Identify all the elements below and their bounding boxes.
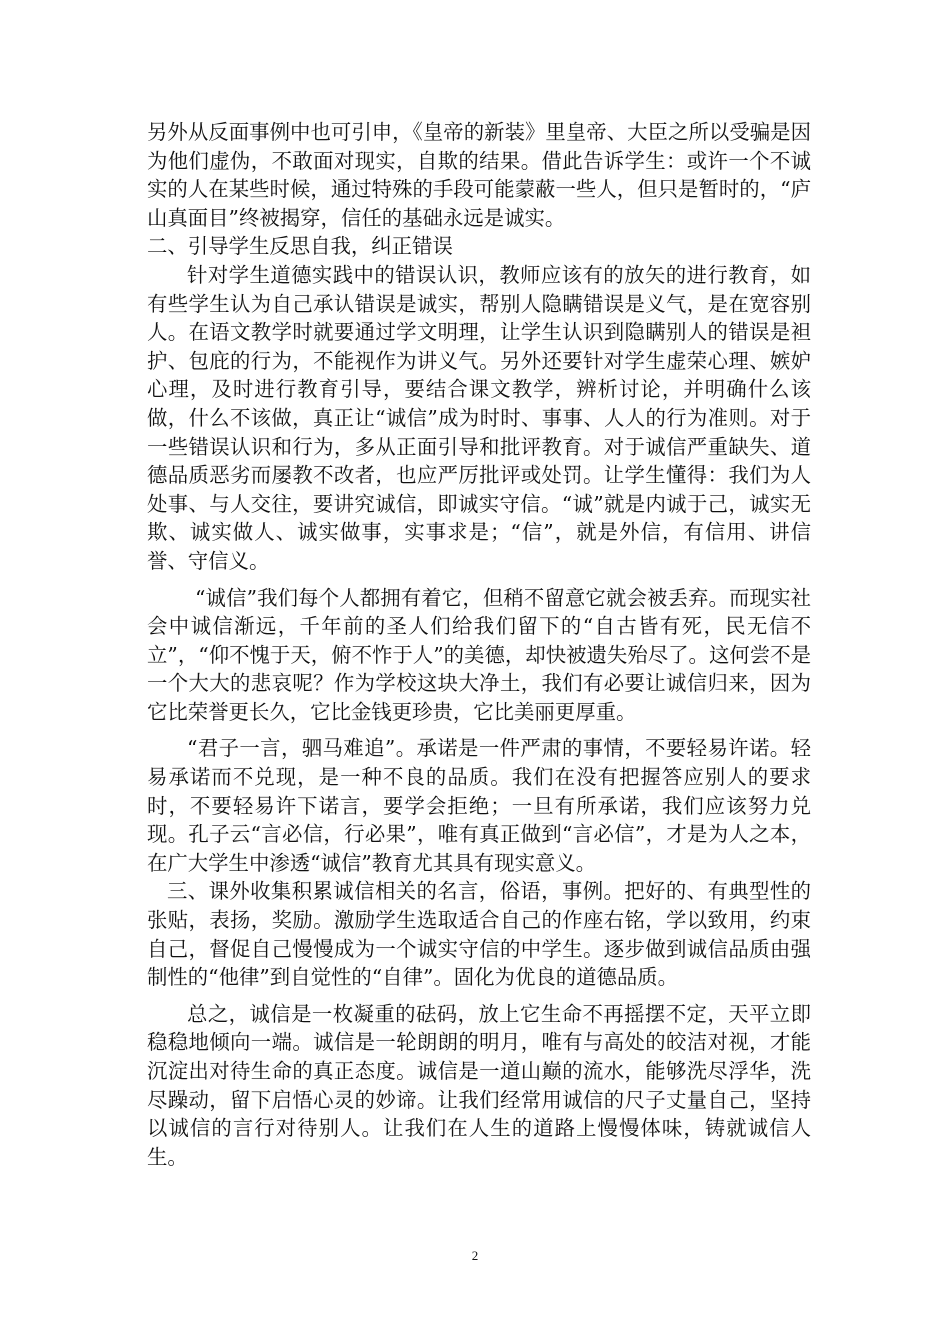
section-heading-3-paragraph: 三、课外收集积累诚信相关的名言，俗语，事例。把好的、有典型性的张贴，表扬，奖励。激励学生选取适合自己的作座右铭，学以致用，约束自己，督促自己慢慢成为一个诚实守信的中学生。逐步做到诚信品质由强制性的“他律”到自觉性的“自律”。固化为优良的道德品质。	[147, 879, 811, 990]
document-body	[147, 118, 811, 1171]
paragraph-promise: “君子一言，驷马难追”。承诺是一件严肃的事情，不要轻易许诺。轻易承诺而不兑现，是一种不良的品质。我们在没有把握答应别人的要求时，不要轻易许下诺言，要学会拒绝；一旦有所承诺，我们应该努力兑现。孔子云“言必信，行必果”，唯有真正做到“言必信”，才是为人之本，在广大学生中渗透“诚信”教育尤其具有现实意义。	[147, 736, 811, 875]
paragraph-conclusion: 总之，诚信是一枚凝重的砝码，放上它生命不再摇摆不定，天平立即稳稳地倾向一端。诚信是一轮朗朗的明月，唯有与高处的皎洁对视，才能沉淀出对待生命的真正态度。诚信是一道山巅的流水，能够洗尽浮华，洗尽躁动，留下启悟心灵的妙谛。让我们经常用诚信的尺子丈量自己，坚持以诚信的言行对待别人。让我们在人生的道路上慢慢体味，铸就诚信人生。	[147, 1001, 811, 1169]
page-number: 2	[471, 1248, 479, 1263]
section-heading-2: 二、引导学生反思自我，纠正错误	[147, 234, 453, 259]
paragraph-correct-errors: 针对学生道德实践中的错误认识，教师应该有的放矢的进行教育，如有些学生认为自己承认错误是诚实，帮别人隐瞒错误是义气，是在宽容别人。在语文教学时就要通过学文明理，让学生认识到隐瞒别人的错误是袒护、包庇的行为，不能视作为讲义气。另外还要针对学生虚荣心理、嫉妒心理，及时进行教育引导，要结合课文教学，辨析讨论，并明确什么该做，什么不该做，真正让“诚信”成为时时、事事、人人的行为准则。对于一些错误认识和行为，多从正面引导和批评教育。对于诚信严重缺失、道德品质恶劣而屡教不改者，也应严厉批评或处罚。让学生懂得：我们为人处事、与人交往，要讲究诚信，即诚实守信。“诚”就是内诚于己，诚实无欺、诚实做人、诚实做事，实事求是；“信”，就是外信，有信用、讲信誉、守信义。	[147, 262, 811, 573]
paragraph-integrity-lost: “诚信”我们每个人都拥有着它，但稍不留意它就会被丢弃。而现实社会中诚信渐远，千年前的圣人们给我们留下的“自古皆有死，民无信不立”，“仰不愧于天，俯不怍于人”的美德，却快被遗失殆尽了。这何尝不是一个大大的悲哀呢？作为学校这块大净土，我们有必要让诚信归来，因为它比荣誉更长久，它比金钱更珍贵，它比美丽更厚重。	[147, 585, 811, 724]
paragraph-counterexample: 另外从反面事例中也可引申，《皇帝的新装》里皇帝、大臣之所以受骗是因为他们虚伪，不敢面对现实，自欺的结果。借此告诉学生：或许一个不诚实的人在某些时候，通过特殊的手段可能蒙蔽一些人，但只是暂时的，“庐山真面目”终被揭穿，信任的基础永远是诚实。	[147, 120, 811, 230]
